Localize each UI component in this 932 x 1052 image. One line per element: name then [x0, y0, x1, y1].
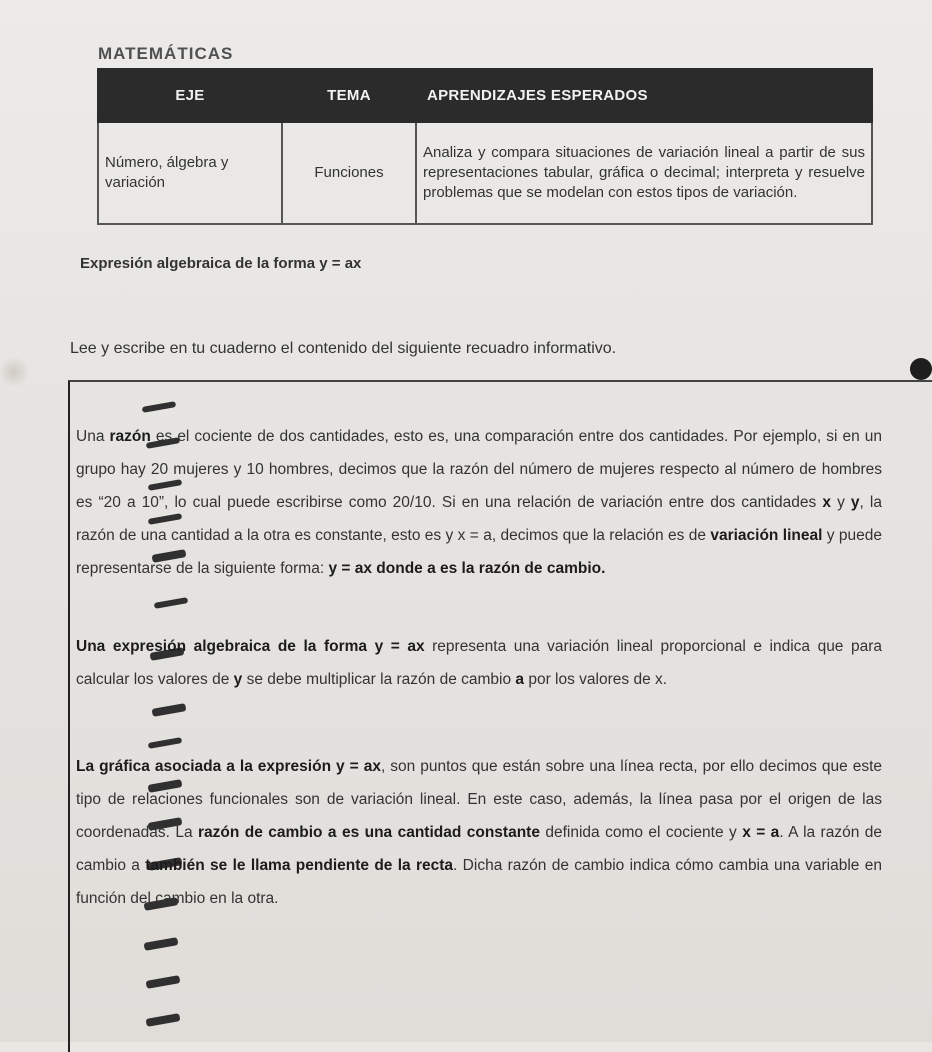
curriculum-table	[97, 68, 873, 225]
header-tema: TEMA	[282, 69, 416, 122]
header-aprendizajes: APRENDIZAJES ESPERADOS	[416, 69, 872, 122]
paper-smudge	[0, 355, 28, 389]
header-eje: EJE	[98, 69, 282, 122]
cell-tema: Funciones	[282, 122, 416, 224]
instruction-text: Lee y escribe en tu cuaderno el contenido del siguiente recuadro informativo.	[70, 340, 617, 357]
info-paragraph-3: La gráfica asociada a la expresión y = ax, son puntos que están sobre una línea recta, por ello decimos que este tipo de relaciones funcionales son de variación lineal. En este caso, además, la línea pasa por el origen de las coordenadas. La razón de cambio a es una cantidad constante definida como el cociente y x = a. A la razón de cambio a también se le llama pendiente de la recta. Dicha razón de cambio indica cómo cambia una variable en función del cambio en la otra.	[76, 758, 883, 907]
section-title: Expresión algebraica de la forma y = ax	[80, 255, 362, 272]
info-paragraph-2: Una expresión algebraica de la forma y = ax representa una variación lineal proporcional e indica que para calcular los valores de y se debe multiplicar la razón de cambio a por los valores de x.	[76, 638, 883, 688]
info-paragraph-1: Una razón es el cociente de dos cantidades, esto es, una comparación entre dos cantidades. Por ejemplo, si en un grupo hay 20 mujeres y 10 hombres, decimos que la razón del número de mujeres respecto al número de hombres es “20 a 10”, lo cual puede escribirse como 20/10. Si en una relación de variación entre dos cantidades x y y, la razón de una cantidad a la otra es constante, esto es y x = a, decimos que la relación es de variación lineal y puede representarse de la siguiente forma: y = ax donde a es la razón de cambio.	[76, 428, 883, 577]
table-header-row	[98, 69, 872, 122]
cell-aprendizajes: Analiza y compara situaciones de variación lineal a partir de sus representaciones tabular, gráfica o decimal; interpreta y resuelve problemas que se modelan con estos tipos de variación.	[416, 122, 872, 224]
binder-hole	[910, 358, 932, 380]
subject-title: MATEMÁTICAS	[98, 44, 234, 63]
cell-eje: Número, álgebra y variación	[98, 122, 282, 224]
table-row	[98, 122, 872, 224]
